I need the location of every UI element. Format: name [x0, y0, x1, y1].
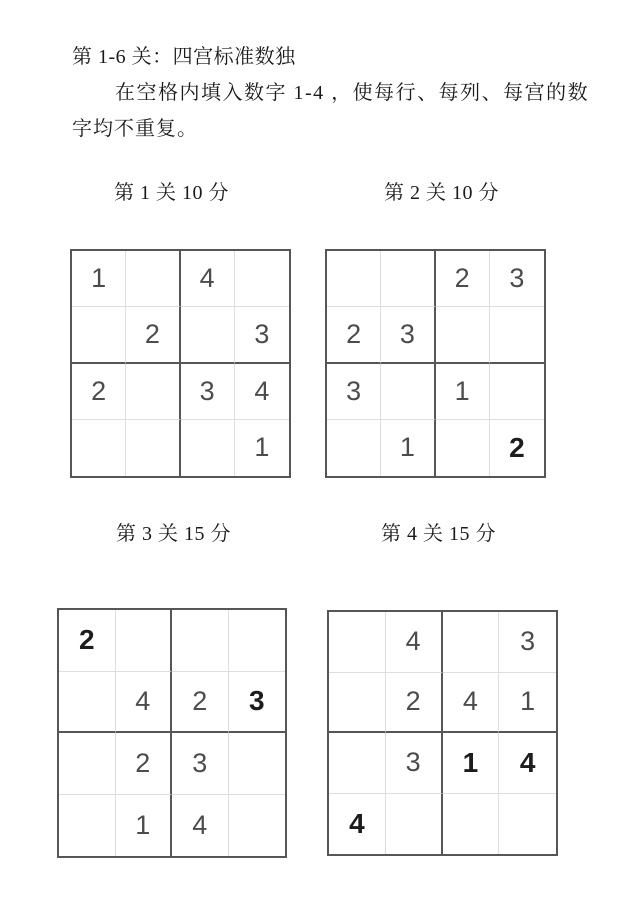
sudoku-cell-r3c3: 3: [172, 733, 229, 795]
sudoku-grid-4: [327, 610, 558, 856]
sudoku-cell-r1c3: 4: [181, 251, 235, 307]
sudoku-cell-r2c3: 2: [172, 672, 229, 734]
sudoku-cell-r2c3: [436, 307, 490, 363]
sudoku-cell-r3c1: 2: [72, 364, 126, 420]
sudoku-cell-r2c2: 3: [381, 307, 435, 363]
sudoku-cell-r3c2: 3: [386, 733, 443, 794]
sudoku-cell-r2c4: 3: [229, 672, 286, 734]
puzzle-4-label: 第 4 关 15 分: [381, 523, 496, 545]
sudoku-cell-r4c4: 2: [509, 431, 525, 463]
sudoku-cell-r3c4: 4: [235, 364, 289, 420]
sudoku-cell-r4c2: [386, 794, 443, 855]
sudoku-grid-3: [57, 608, 287, 858]
instructions-line1: 在空格内填入数字 1-4 ，使每行、每列、每宫的数: [115, 82, 590, 104]
sudoku-cell-r4c1: [327, 420, 381, 476]
sudoku-cell-r2c4: 1: [499, 673, 556, 734]
sudoku-cell-r2c1: [72, 307, 126, 363]
sudoku-cell-r4c4: 1: [254, 432, 270, 463]
sudoku-cell-r4c3: [436, 420, 490, 476]
sudoku-cell-r4c4: [229, 795, 286, 857]
sudoku-cell-r1c2: [116, 610, 173, 672]
sudoku-cell-r2c1: 2: [327, 307, 381, 363]
sudoku-cell-r3c2: [126, 364, 180, 420]
sudoku-cell-r3c4: [490, 364, 544, 420]
puzzle-1-label: 第 1 关 10 分: [114, 182, 229, 204]
sudoku-cell-r1c1: [329, 612, 386, 673]
sudoku-cell-r4c3: [181, 420, 235, 476]
sudoku-cell-r2c3: [181, 307, 235, 363]
sudoku-cell-r3c2: 2: [116, 733, 173, 795]
sudoku-cell-r1c4: 3: [499, 612, 556, 673]
puzzle-3-label: 第 3 关 15 分: [116, 523, 231, 545]
sudoku-cell-r3c3: 1: [443, 733, 500, 794]
sudoku-cell-r4c1: [72, 420, 126, 476]
sudoku-cell-r3c4: 4: [499, 733, 556, 794]
sudoku-cell-r4c2: [126, 420, 180, 476]
sudoku-cell-r1c2: [381, 251, 435, 307]
sudoku-cell-r1c3: 2: [436, 251, 490, 307]
sudoku-cell-r4c1: [59, 795, 116, 857]
page-title: 第 1-6 关：四宫标准数独: [72, 46, 296, 68]
instructions-line2: 字均不重复。: [72, 118, 198, 140]
sudoku-cell-r1c4: [229, 610, 286, 672]
sudoku-cell-r2c2: 2: [386, 673, 443, 734]
sudoku-cell-r2c2: 4: [116, 672, 173, 734]
sudoku-cell-r1c1: 2: [59, 610, 116, 672]
sudoku-cell-r1c4: [235, 251, 289, 307]
sudoku-cell-r4c1: 4: [329, 794, 386, 855]
sudoku-cell-r4c4: [499, 794, 556, 855]
sudoku-cell-r2c3: 4: [443, 673, 500, 734]
sudoku-cell-r1c3: [443, 612, 500, 673]
sudoku-cell-r3c3: 1: [436, 364, 490, 420]
sudoku-cell-r2c1: [329, 673, 386, 734]
sudoku-cell-r1c2: 4: [386, 612, 443, 673]
sudoku-cell-r3c1: [59, 733, 116, 795]
sudoku-cell-r4c2: 1: [381, 420, 435, 476]
sudoku-grid-1: [70, 249, 291, 478]
sudoku-cell-r4c3: 4: [172, 795, 229, 857]
sudoku-cell-r3c4: [229, 733, 286, 795]
sudoku-cell-r4c3: [443, 794, 500, 855]
sudoku-cell-r1c1: 1: [72, 251, 126, 307]
sudoku-cell-r1c2: [126, 251, 180, 307]
sudoku-cell-r3c2: [381, 364, 435, 420]
sudoku-cell-r3c3: 3: [181, 364, 235, 420]
sudoku-cell-r3c1: 3: [327, 364, 381, 420]
sudoku-cell-r2c4: [490, 307, 544, 363]
puzzle-2-label: 第 2 关 10 分: [384, 182, 499, 204]
sudoku-cell-r4c2: 1: [116, 795, 173, 857]
sudoku-grid-2: [325, 249, 546, 478]
sudoku-cell-r1c3: [172, 610, 229, 672]
sudoku-cell-r1c1: [327, 251, 381, 307]
sudoku-cell-r2c4: 3: [235, 307, 289, 363]
sudoku-cell-r3c1: [329, 733, 386, 794]
sudoku-cell-r2c1: [59, 672, 116, 734]
sudoku-cell-r1c4: 3: [490, 251, 544, 307]
sudoku-cell-r2c2: 2: [126, 307, 180, 363]
